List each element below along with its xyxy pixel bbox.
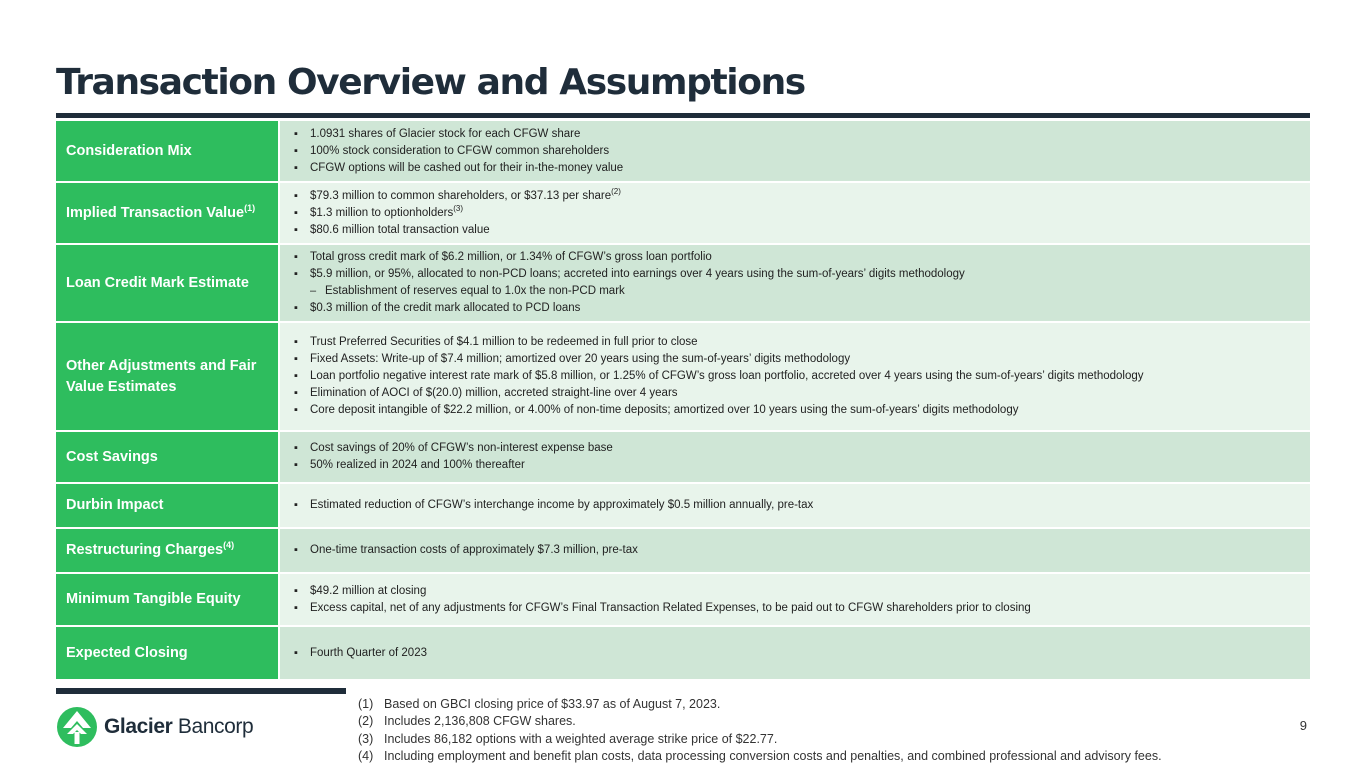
list-item: ▪ 50% realized in 2024 and 100% thereafter: [290, 457, 1300, 474]
list-item: ▪ $79.3 million to common shareholders, or $37.13 per share$^{(2)}$: [290, 188, 1300, 205]
page-number: 9: [1299, 718, 1307, 733]
row-content: [280, 484, 1310, 527]
table-row: [56, 245, 1310, 323]
list-item: ▪ 1.0931 shares of Glacier stock for each CFGW share: [290, 126, 1300, 143]
list-item: ▪ One-time transaction costs of approximately $7.3 million, pre-tax: [290, 542, 1300, 559]
title-divider: [56, 113, 1310, 118]
row-label: Expected Closing: [56, 627, 280, 679]
page-title: Transaction Overview and Assumptions: [56, 62, 805, 103]
table-row: [56, 529, 1310, 574]
footnote: (3) Includes 86,182 options with a weighted average strike price of $22.77.: [358, 731, 778, 746]
list-item: ▪ Estimated reduction of CFGW’s interchange income by approximately $0.5 million annually, pre-tax: [290, 497, 1300, 514]
row-content: [280, 627, 1310, 679]
row-content: [280, 121, 1310, 181]
footnote: (2) Includes 2,136,808 CFGW shares.: [358, 714, 576, 729]
list-item: ▪ Fourth Quarter of 2023: [290, 645, 1300, 662]
list-item: ▪ Loan portfolio negative interest rate mark of $5.8 million, or 1.25% of CFGW’s gross loan portfolio, accreted over 4 years using the sum-of-years’ digits methodology: [290, 368, 1300, 385]
footer-divider: [56, 688, 346, 694]
footnote: (4) Including employment and benefit plan costs, data processing conversion costs and penalties, and combined professional and advisory fees.: [358, 749, 1162, 764]
table-row: [56, 432, 1310, 484]
row-label: Cost Savings: [56, 432, 280, 482]
list-item: ▪ $80.6 million total transaction value: [290, 222, 1300, 239]
list-sub-item: – Establishment of reserves equal to 1.0x the non-PCD mark: [290, 283, 1300, 300]
list-item: ▪ CFGW options will be cashed out for their in-the-money value: [290, 160, 1300, 177]
row-content: [280, 323, 1310, 430]
row-label: Other Adjustments and Fair Value Estimates: [56, 323, 280, 430]
table-row: [56, 183, 1310, 245]
list-item: ▪ $5.9 million, or 95%, allocated to non-PCD loans; accreted into earnings over 4 years using the sum-of-years’ digits methodology: [290, 266, 1300, 283]
list-item: ▪ 100% stock consideration to CFGW common shareholders: [290, 143, 1300, 160]
list-item: ▪ $1.3 million to optionholders$^{(3)}$: [290, 205, 1300, 222]
row-label: Restructuring Charges$^{(4)}$: [56, 529, 280, 572]
glacier-mountain-logo-icon: [56, 706, 98, 748]
row-label: Minimum Tangible Equity: [56, 574, 280, 625]
list-item: ▪ Excess capital, net of any adjustments for CFGW’s Final Transaction Related Expenses, to be paid out to CFGW shareholders prior to closing: [290, 600, 1300, 617]
table-row: [56, 121, 1310, 183]
list-item: ▪ Fixed Assets: Write-up of $7.4 million; amortized over 20 years using the sum-of-years’ digits methodology: [290, 351, 1300, 368]
row-label: Loan Credit Mark Estimate: [56, 245, 280, 321]
row-content: [280, 183, 1310, 243]
list-item: ▪ Elimination of AOCI of $(20.0) million, accreted straight-line over 4 years: [290, 385, 1300, 402]
footnote: (1) Based on GBCI closing price of $33.97 as of August 7, 2023.: [358, 697, 721, 711]
logo-wordmark: Glacier Bancorp: [104, 715, 254, 738]
row-label: Implied Transaction Value$^{(1)}$: [56, 183, 280, 243]
table-row: [56, 484, 1310, 529]
list-item: ▪ $49.2 million at closing: [290, 583, 1300, 600]
row-content: [280, 245, 1310, 321]
list-item: ▪ $0.3 million of the credit mark allocated to PCD loans: [290, 300, 1300, 317]
footnotes: [358, 696, 1162, 766]
list-item: ▪ Core deposit intangible of $22.2 million, or 4.00% of non-time deposits; amortized over 10 years using the sum-of-years’ digits methodology: [290, 402, 1300, 419]
row-content: [280, 529, 1310, 572]
list-item: ▪ Cost savings of 20% of CFGW’s non-interest expense base: [290, 440, 1300, 457]
list-item: ▪ Total gross credit mark of $6.2 million, or 1.34% of CFGW’s gross loan portfolio: [290, 249, 1300, 266]
row-content: [280, 574, 1310, 625]
row-label: Durbin Impact: [56, 484, 280, 527]
row-label: Consideration Mix: [56, 121, 280, 181]
row-content: [280, 432, 1310, 482]
table-row: [56, 323, 1310, 432]
company-logo: [56, 706, 253, 748]
assumptions-table: [56, 121, 1310, 679]
list-item: ▪ Trust Preferred Securities of $4.1 million to be redeemed in full prior to close: [290, 334, 1300, 351]
table-row: [56, 574, 1310, 627]
table-row: [56, 627, 1310, 679]
